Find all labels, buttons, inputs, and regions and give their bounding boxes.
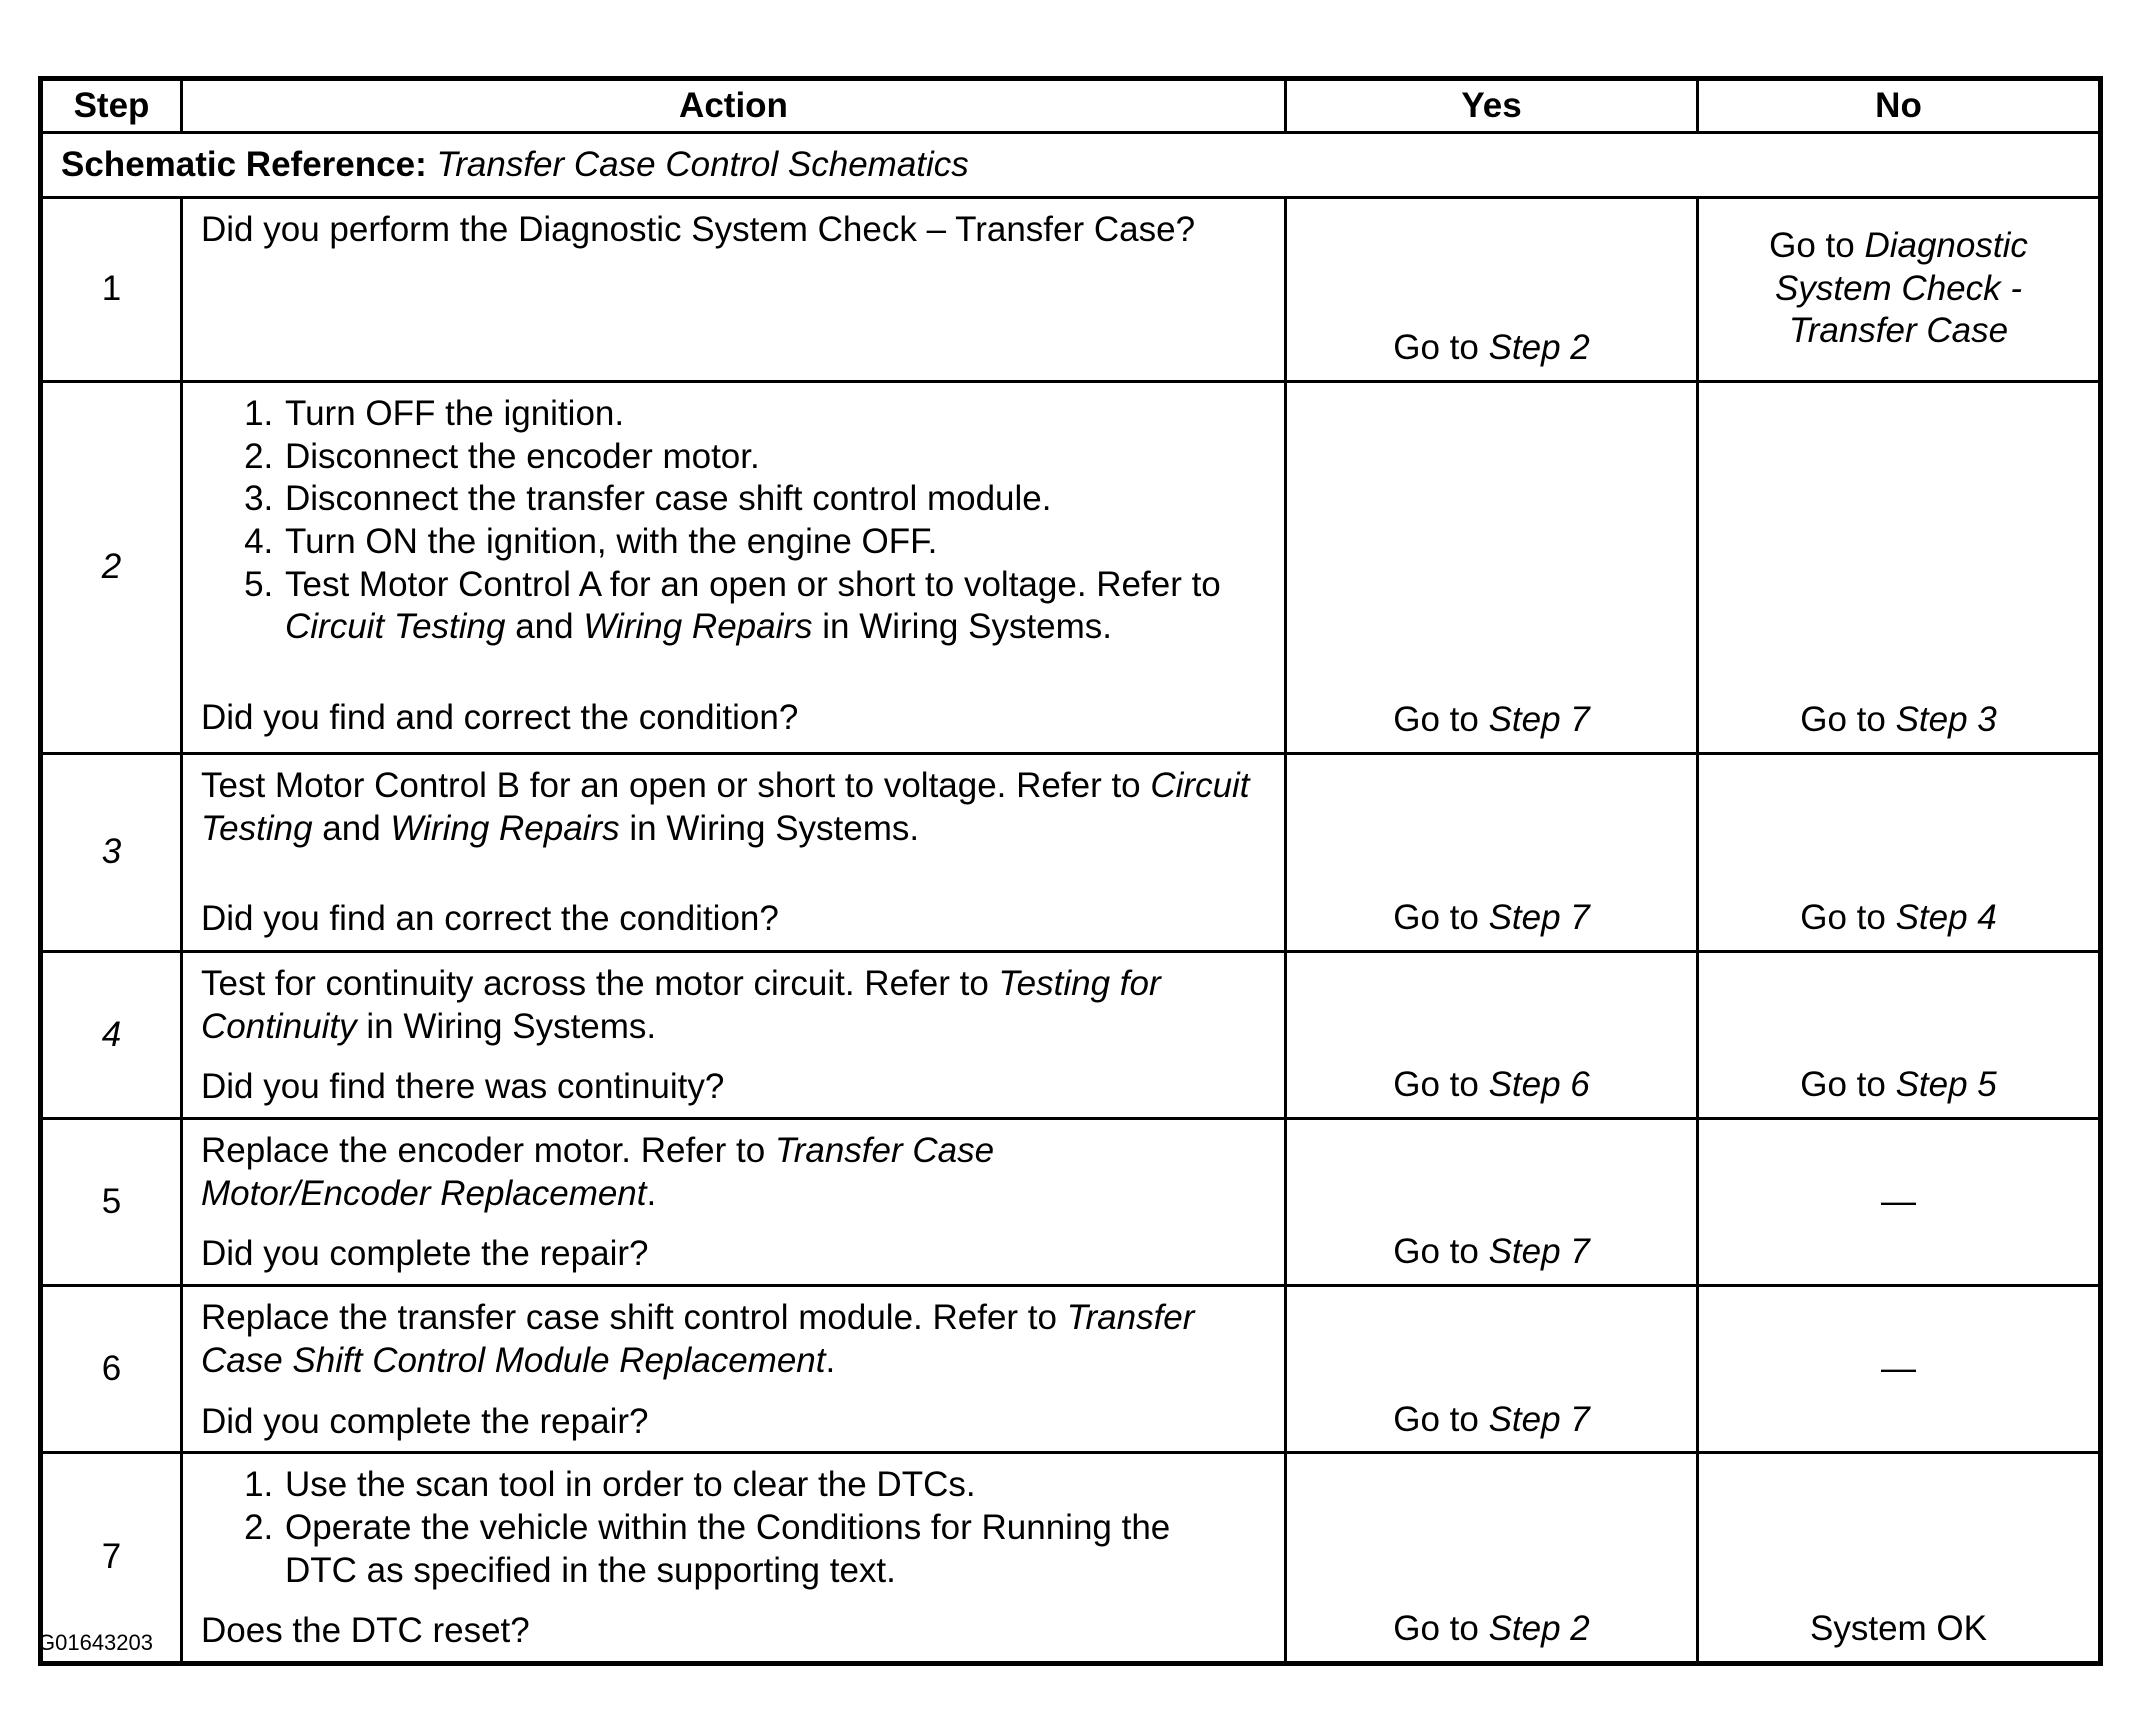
action-text-part: . (646, 1173, 657, 1213)
no-prefix: Go to (1800, 898, 1896, 938)
yes-cell (1286, 1453, 1698, 1664)
no-cell (1698, 382, 2101, 754)
yes-prefix: Go to (1393, 328, 1489, 368)
action-text-part: and (312, 808, 391, 848)
no-prefix: Go to (1800, 1065, 1896, 1105)
table-row (41, 198, 2101, 382)
no-prefix: Go to (1800, 700, 1896, 740)
no-prefix: Go to (1769, 226, 1865, 265)
header-yes: Yes (1286, 79, 1698, 133)
reference-link: Circuit Testing (285, 607, 506, 647)
yes-prefix: Go to (1393, 1065, 1489, 1105)
yes-link: Step 7 (1488, 1399, 1590, 1439)
step-number: 2 (41, 382, 182, 754)
yes-link: Step 2 (1488, 328, 1590, 368)
question: Does the DTC reset? (201, 1611, 530, 1651)
item-text: Test Motor Control A for an open or short to voltage. Refer to (285, 564, 1221, 604)
list-item: 1. Use the scan tool in order to clear the DTCs. (283, 1464, 1226, 1507)
yes-cell (1286, 198, 1698, 382)
list-item (283, 564, 1266, 649)
question: Did you complete the repair? (201, 1401, 649, 1441)
yes-link: Step 7 (1488, 898, 1590, 938)
no-cell (1698, 952, 2101, 1119)
question: Did you find an correct the condition? (201, 899, 779, 939)
no-link: Step 3 (1895, 700, 1997, 740)
yes-cell (1286, 754, 1698, 952)
yes-cell (1286, 952, 1698, 1119)
action-text-part: Replace the encoder motor. Refer to (201, 1131, 775, 1171)
table-row (41, 1286, 2101, 1453)
list-item: 4. Turn ON the ignition, with the engine OFF. (283, 521, 1266, 564)
step-number: 7 (41, 1453, 182, 1664)
no-link-line-3: Transfer Case (1788, 311, 2009, 351)
header-row (41, 79, 2101, 133)
procedure-list (201, 393, 1266, 649)
schematic-reference-row (41, 133, 2101, 198)
reference-value: Transfer Case Control Schematics (436, 144, 969, 184)
yes-link: Step 2 (1488, 1609, 1590, 1649)
item-text: in Wiring Systems. (812, 607, 1113, 647)
table-row (41, 1453, 2101, 1664)
item-text: and (505, 607, 584, 647)
step-number: 5 (41, 1119, 182, 1286)
step-number: 1 (41, 198, 182, 382)
yes-cell (1286, 1286, 1698, 1453)
yes-prefix: Go to (1393, 1399, 1489, 1439)
action-text-part: in Wiring Systems. (619, 808, 920, 848)
table-row (41, 754, 2101, 952)
action-text-part: in Wiring Systems. (356, 1006, 657, 1046)
action-text (201, 1297, 1266, 1382)
reference-link: Transfer Case Shift Control Module Replacement (201, 1298, 1195, 1380)
action-text (201, 1130, 1266, 1215)
header-step: Step (41, 79, 182, 133)
header-no: No (1698, 79, 2101, 133)
no-cell: — (1698, 1286, 2101, 1453)
question: Did you complete the repair? (201, 1234, 649, 1274)
table-row (41, 1119, 2101, 1286)
no-link: Step 5 (1895, 1065, 1997, 1105)
action-cell (182, 1453, 1286, 1664)
action-text (201, 765, 1266, 850)
action-text-part: . (825, 1340, 836, 1380)
yes-cell (1286, 382, 1698, 754)
yes-link: Step 7 (1488, 1232, 1590, 1272)
reference-link: Transfer Case Motor/Encoder Replacement (201, 1131, 995, 1213)
yes-link: Step 6 (1488, 1065, 1590, 1105)
yes-prefix: Go to (1393, 898, 1489, 938)
action-text-part: Replace the transfer case shift control module. Refer to (201, 1298, 1067, 1338)
header-action: Action (182, 79, 1286, 133)
action-cell (182, 1119, 1286, 1286)
step-number: 4 (41, 952, 182, 1119)
list-item: 3. Disconnect the transfer case shift control module. (283, 478, 1266, 521)
step-number: 3 (41, 754, 182, 952)
question: Did you perform the Diagnostic System Check – Transfer Case? (201, 210, 1196, 249)
question: Did you find there was continuity? (201, 1067, 725, 1107)
no-cell (1698, 754, 2101, 952)
action-text-part: Test Motor Control B for an open or short to voltage. Refer to (201, 766, 1151, 805)
no-link-line-2: System Check - (1775, 268, 2022, 308)
step-number: 6 (41, 1286, 182, 1453)
reference-link: Testing for Continuity (201, 964, 1161, 1046)
action-cell (182, 198, 1286, 382)
table-row (41, 952, 2101, 1119)
no-link: Step 4 (1895, 898, 1997, 938)
diagnostic-table (38, 76, 2103, 1666)
no-cell: — (1698, 1119, 2101, 1286)
reference-link: Wiring Repairs (390, 808, 620, 848)
action-text-part: Test for continuity across the motor circuit. Refer to (201, 964, 999, 1003)
reference-label: Schematic Reference: (61, 144, 427, 184)
question: Did you find and correct the condition? (201, 698, 799, 738)
list-item: 2. Disconnect the encoder motor. (283, 436, 1266, 479)
procedure-list (201, 1464, 1266, 1592)
figure-id: G01643203 (38, 1630, 153, 1655)
action-cell (182, 382, 1286, 754)
no-cell (1698, 198, 2101, 382)
list-item: 2. Operate the vehicle within the Conditions for Running the DTC as specified in the supporting text. (283, 1507, 1226, 1592)
yes-prefix: Go to (1393, 1609, 1489, 1649)
no-link-line-1: Diagnostic (1864, 226, 2028, 265)
reference-link: Wiring Repairs (583, 607, 813, 647)
yes-prefix: Go to (1393, 700, 1489, 740)
yes-link: Step 7 (1488, 700, 1590, 740)
list-item: 1. Turn OFF the ignition. (283, 393, 1266, 436)
action-cell (182, 1286, 1286, 1453)
action-cell (182, 952, 1286, 1119)
action-text (201, 963, 1266, 1048)
reference-link: Circuit Testing (201, 766, 1250, 848)
yes-prefix: Go to (1393, 1232, 1489, 1272)
table-row (41, 382, 2101, 754)
no-cell: System OK (1698, 1453, 2101, 1664)
schematic-reference (41, 133, 2101, 198)
yes-cell (1286, 1119, 1698, 1286)
action-cell (182, 754, 1286, 952)
